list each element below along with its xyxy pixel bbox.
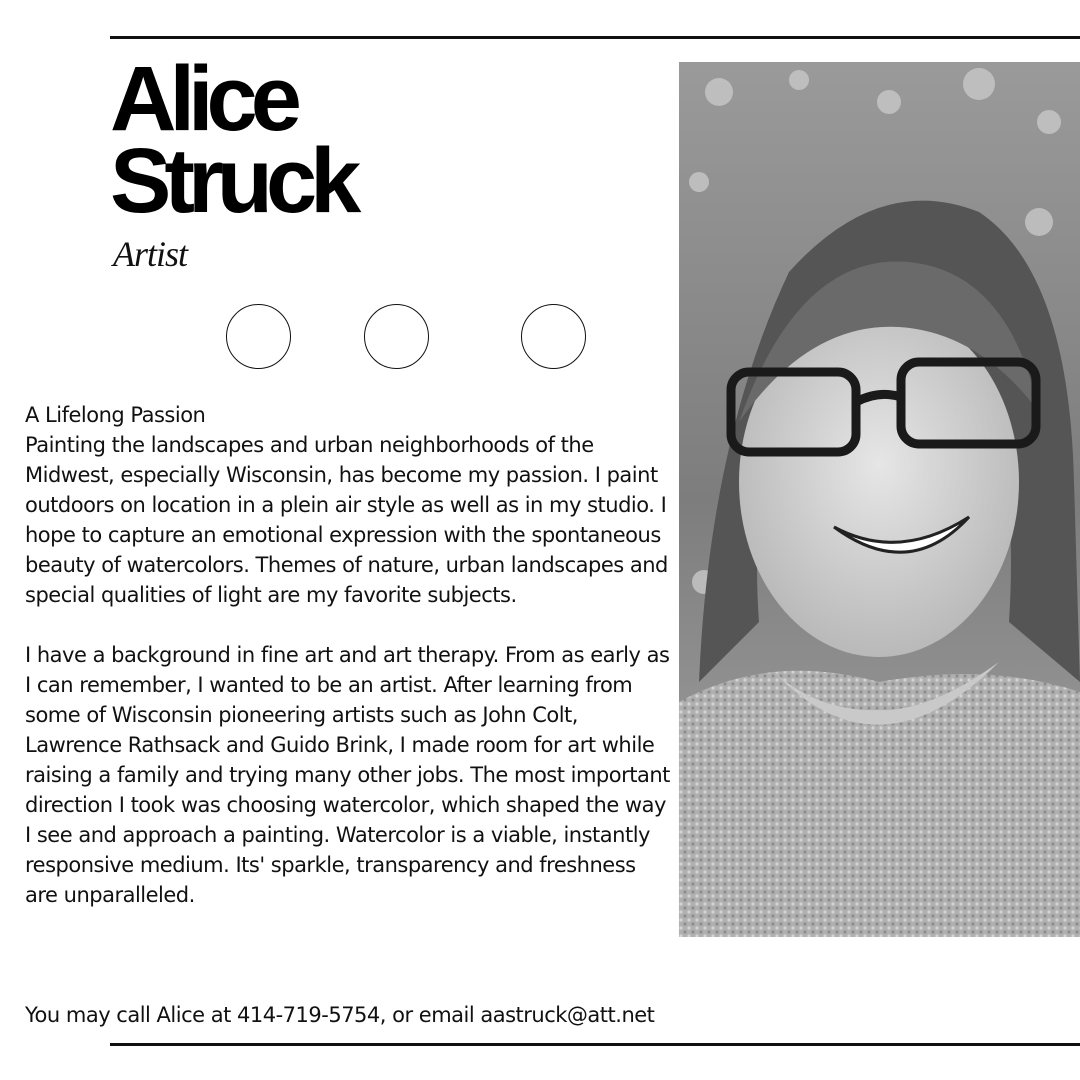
bio-paragraph-2: I have a background in fine art and art therapy. From as early as I can remember, I wanted to be an artist. After learning from some of Wisconsin pioneering artists such as John Colt, Lawrence Rathsack and Guido Brink, I made room for art while raising a family and trying many other jobs. The most important direction I took was choosing watercolor, which shaped the way I see and approach a painting. Watercolor is a viable, instantly responsive medium. Its' sparkle, transparency and freshness are unparalleled. <box>25 643 670 907</box>
last-name: Struck <box>110 130 355 232</box>
artist-portrait-photo <box>679 62 1080 937</box>
artist-bio <box>25 400 670 910</box>
bio-heading: A Lifelong Passion <box>25 403 206 427</box>
artist-name <box>110 48 355 232</box>
portrait-illustration <box>679 62 1080 937</box>
social-link-circle-2[interactable] <box>364 304 429 369</box>
bottom-divider <box>110 1043 1080 1046</box>
bio-paragraph-1: Painting the landscapes and urban neighborhoods of the Midwest, especially Wisconsin, has become my passion. I paint outdoors on location in a plein air style as well as in my studio. I hope to capture an emotional expression with the spontaneous beauty of watercolors. Themes of nature, urban landscapes and special qualities of light are my favorite subjects. <box>25 433 668 607</box>
contact-info: You may call Alice at 414-719-5754, or email aastruck@att.net <box>25 1003 655 1027</box>
first-name: Alice <box>110 48 295 150</box>
social-link-circle-3[interactable] <box>521 304 586 369</box>
social-link-circle-1[interactable] <box>226 304 291 369</box>
artist-role: Artist <box>113 234 188 274</box>
top-divider <box>110 36 1080 39</box>
